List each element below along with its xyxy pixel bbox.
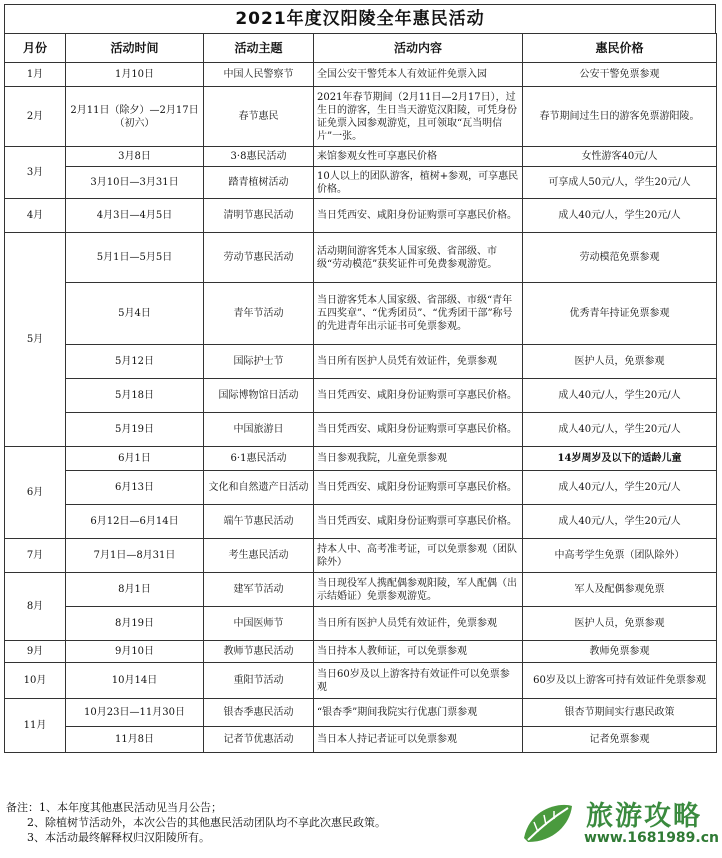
table-row: [5, 345, 717, 379]
theme-cell: 中国人民警察节: [204, 63, 314, 87]
date-cell: 10月23日—11月30日: [66, 699, 204, 727]
table-row: [5, 573, 717, 607]
date-cell: 11月8日: [66, 727, 204, 753]
month-cell: 8月: [5, 573, 66, 641]
table-row: [5, 63, 717, 87]
header-date: 活动时间: [66, 34, 204, 63]
price-text: 14岁周岁及以下的适龄儿童: [557, 453, 682, 464]
date-cell: 3月10日—3月31日: [66, 167, 204, 199]
theme-cell: 踏青植树活动: [204, 167, 314, 199]
content-cell: 活动期间游客凭本人国家级、省部级、市级“劳动模范”获奖证件可免费参观游览。: [314, 233, 523, 283]
date-cell: 3月8日: [66, 147, 204, 167]
price-cell: 成人40元/人，学生20元/人: [523, 199, 717, 233]
table-header-row: [5, 34, 717, 63]
price-cell: 军人及配偶参观免票: [523, 573, 717, 607]
content-cell: 当日所有医护人员凭有效证件，免票参观: [314, 607, 523, 641]
table-row: [5, 539, 717, 573]
header-price: 惠民价格: [523, 34, 717, 63]
table-row: [5, 505, 717, 539]
month-cell: 1月: [5, 63, 66, 87]
date-cell: 1月10日: [66, 63, 204, 87]
content-cell: 当日现役军人携配偶参观阳陵，军人配偶（出示结婚证）免票参观游览。: [314, 573, 523, 607]
price-cell: [523, 447, 717, 471]
date-cell: 5月18日: [66, 379, 204, 413]
month-cell: 4月: [5, 199, 66, 233]
date-cell: 8月19日: [66, 607, 204, 641]
content-cell: 当日凭西安、咸阳身份证购票可享惠民价格。: [314, 471, 523, 505]
table-row: [5, 699, 717, 727]
date-cell: 4月3日—4月5日: [66, 199, 204, 233]
month-cell: 7月: [5, 539, 66, 573]
table-row: [5, 607, 717, 641]
month-cell: 10月: [5, 663, 66, 699]
theme-cell: 端午节惠民活动: [204, 505, 314, 539]
table-row: [5, 167, 717, 199]
note-line: 备注：1、本年度其他惠民活动见当月公告；: [6, 801, 222, 814]
document-title: 2021年度汉阳陵全年惠民活动: [4, 4, 716, 34]
notes-section: [6, 800, 506, 845]
table-row: [5, 379, 717, 413]
watermark-url: www.1681989.cn: [584, 830, 719, 846]
month-cell: 6月: [5, 447, 66, 539]
theme-cell: 6·1惠民活动: [204, 447, 314, 471]
theme-cell: 考生惠民活动: [204, 539, 314, 573]
theme-cell: 中国旅游日: [204, 413, 314, 447]
price-cell: 银杏节期间实行惠民政策: [523, 699, 717, 727]
table-row: [5, 641, 717, 663]
content-cell: 持本人中、高考准考证，可以免票参观（团队除外）: [314, 539, 523, 573]
price-cell: 成人40元/人，学生20元/人: [523, 471, 717, 505]
content-cell: “银杏季”期间我院实行优惠门票参观: [314, 699, 523, 727]
date-cell: 9月10日: [66, 641, 204, 663]
theme-cell: 中国医师节: [204, 607, 314, 641]
month-cell: 2月: [5, 87, 66, 147]
content-cell: 2021年春节期间（2月11日—2月17日），过生日的游客，生日当天游览汉阳陵，可凭身份证免票入园参观游览，且可领取“瓦当明信片”一张。: [314, 87, 523, 147]
price-cell: 教师免票参观: [523, 641, 717, 663]
table-row: [5, 147, 717, 167]
month-cell: 3月: [5, 147, 66, 199]
price-cell: 记者免票参观: [523, 727, 717, 753]
table-row: [5, 283, 717, 345]
content-cell: 来馆参观女性可享惠民价格: [314, 147, 523, 167]
price-cell: 劳动模范免票参观: [523, 233, 717, 283]
content-cell: 当日60岁及以上游客持有效证件可以免票参观: [314, 663, 523, 699]
date-cell: 6月12日—6月14日: [66, 505, 204, 539]
content-cell: 当日凭西安、咸阳身份证购票可享惠民价格。: [314, 505, 523, 539]
price-cell: 公安干警免票参观: [523, 63, 717, 87]
month-cell: 5月: [5, 233, 66, 447]
price-cell: 成人40元/人，学生20元/人: [523, 379, 717, 413]
price-cell: 60岁及以上游客可持有效证件免票参观: [523, 663, 717, 699]
date-cell: 6月13日: [66, 471, 204, 505]
content-cell: 当日本人持记者证可以免票参观: [314, 727, 523, 753]
theme-cell: 国际护士节: [204, 345, 314, 379]
content-cell: 当日凭西安、咸阳身份证购票可享惠民价格。: [314, 413, 523, 447]
price-cell: 医护人员，免票参观: [523, 607, 717, 641]
content-cell: 当日持本人教师证，可以免票参观: [314, 641, 523, 663]
activity-table: [4, 33, 717, 753]
content-cell: 当日所有医护人员凭有效证件，免票参观: [314, 345, 523, 379]
month-cell: 11月: [5, 699, 66, 753]
date-cell: 5月19日: [66, 413, 204, 447]
date-cell: 5月4日: [66, 283, 204, 345]
theme-cell: 教师节惠民活动: [204, 641, 314, 663]
table-row: [5, 413, 717, 447]
price-cell: 优秀青年持证免票参观: [523, 283, 717, 345]
header-theme: 活动主题: [204, 34, 314, 63]
price-cell: 医护人员，免票参观: [523, 345, 717, 379]
date-cell: 5月12日: [66, 345, 204, 379]
date-cell: 7月1日—8月31日: [66, 539, 204, 573]
note-line: 2、除植树节活动外，本次公告的其他惠民活动团队均不享此次惠民政策。: [6, 816, 386, 829]
price-cell: 中高考学生免票（团队除外）: [523, 539, 717, 573]
header-month: 月份: [5, 34, 66, 63]
price-cell: 成人40元/人，学生20元/人: [523, 505, 717, 539]
theme-cell: 3·8惠民活动: [204, 147, 314, 167]
table-row: [5, 87, 717, 147]
table-row: [5, 727, 717, 753]
theme-cell: 春节惠民: [204, 87, 314, 147]
content-cell: 当日凭西安、咸阳身份证购票可享惠民价格。: [314, 199, 523, 233]
theme-cell: 文化和自然遗产日活动: [204, 471, 314, 505]
watermark-brand: 旅游攻略: [586, 801, 702, 832]
price-cell: 女性游客40元/人: [523, 147, 717, 167]
leaf-logo-icon: [520, 798, 576, 848]
date-cell: 2月11日（除夕）—2月17日（初六）: [66, 87, 204, 147]
content-cell: 当日凭西安、咸阳身份证购票可享惠民价格。: [314, 379, 523, 413]
theme-cell: 重阳节活动: [204, 663, 314, 699]
price-cell: 成人40元/人，学生20元/人: [523, 413, 717, 447]
theme-cell: 银杏季惠民活动: [204, 699, 314, 727]
table-row: [5, 663, 717, 699]
theme-cell: 清明节惠民活动: [204, 199, 314, 233]
date-cell: 10月14日: [66, 663, 204, 699]
date-cell: 6月1日: [66, 447, 204, 471]
content-cell: 当日游客凭本人国家级、省部级、市级“青年五四奖章”、“优秀团员”、“优秀团干部”称号的先进青年出示证书可免票参观。: [314, 283, 523, 345]
table-row: [5, 471, 717, 505]
theme-cell: 国际博物馆日活动: [204, 379, 314, 413]
content-cell: 全国公安干警凭本人有效证件免票入园: [314, 63, 523, 87]
date-cell: 8月1日: [66, 573, 204, 607]
content-cell: 10人以上的团队游客，植树+参观，可享惠民价格。: [314, 167, 523, 199]
theme-cell: 建军节活动: [204, 573, 314, 607]
table-row: [5, 233, 717, 283]
theme-cell: 记者节优惠活动: [204, 727, 314, 753]
table-row: [5, 199, 717, 233]
theme-cell: 劳动节惠民活动: [204, 233, 314, 283]
watermark: [520, 792, 720, 854]
month-cell: 9月: [5, 641, 66, 663]
note-line: 3、本活动最终解释权归汉阳陵所有。: [6, 831, 210, 844]
header-content: 活动内容: [314, 34, 523, 63]
theme-cell: 青年节活动: [204, 283, 314, 345]
price-cell: 可享成人50元/人，学生20元/人: [523, 167, 717, 199]
price-cell: 春节期间过生日的游客免票游阳陵。: [523, 87, 717, 147]
date-cell: 5月1日—5月5日: [66, 233, 204, 283]
table-row: [5, 447, 717, 471]
content-cell: 当日参观我院，儿童免票参观: [314, 447, 523, 471]
